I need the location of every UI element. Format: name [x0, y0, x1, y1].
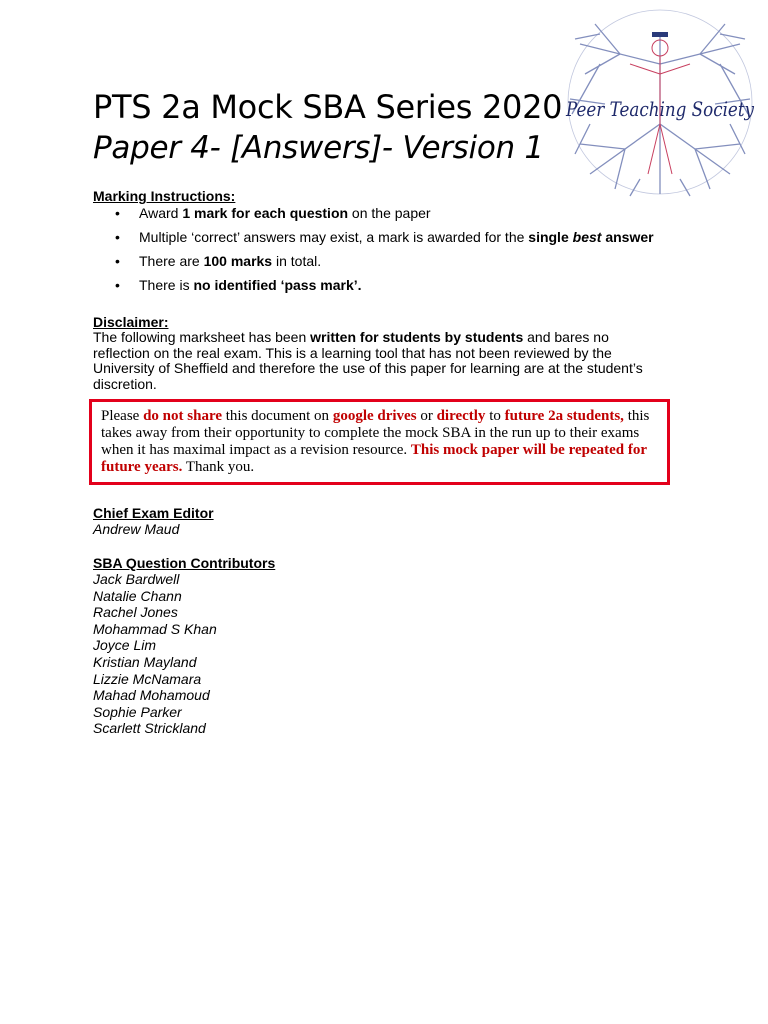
contributors-heading: SBA Question Contributors	[93, 555, 276, 571]
marking-heading: Marking Instructions:	[93, 188, 236, 204]
list-item: Kristian Mayland	[93, 653, 197, 670]
chief-editor-name: Andrew Maud	[93, 521, 180, 537]
list-item: Natalie Chann	[93, 587, 182, 604]
list-item: Rachel Jones	[93, 604, 178, 621]
list-item: • There is no identified ‘pass mark’.	[115, 277, 362, 293]
bullet-icon: •	[115, 229, 120, 245]
list-item: Mohammad S Khan	[93, 620, 217, 637]
list-item: • Award 1 mark for each question on the paper	[115, 205, 431, 221]
list-item: • Multiple ‘correct’ answers may exist, a mark is awarded for the single best answer	[115, 229, 654, 245]
list-item: Mahad Mohamoud	[93, 687, 210, 704]
page-subtitle	[93, 130, 544, 166]
list-item: Joyce Lim	[93, 637, 157, 654]
share-warning-box: Please do not share this document on google drives or directly to future 2a students, this takes away from their opportunity to complete the mock SBA in the run up to their exams when it has maximal impact as a revision resource. This mock paper will be repeated for future years. Thank you.	[89, 399, 670, 485]
list-item: • There are 100 marks in total.	[115, 253, 322, 269]
list-item: Jack Bardwell	[93, 571, 180, 587]
bullet-icon: •	[115, 253, 120, 269]
list-item: Lizzie McNamara	[93, 670, 202, 687]
subtitle-rest: - [Answers]- Version 1	[209, 130, 544, 166]
bullet-icon: •	[115, 277, 120, 293]
marking-list	[93, 205, 693, 301]
page-title: PTS 2a Mock SBA Series 2020	[93, 88, 563, 126]
list-item: Scarlett Strickland	[93, 720, 206, 737]
list-item: Sophie Parker	[93, 703, 182, 720]
paper-label: Paper 4	[93, 130, 210, 166]
vitruvian-tree-logo-icon	[560, 4, 760, 200]
bullet-icon: •	[115, 205, 120, 221]
contributors-list	[93, 571, 217, 737]
logo-text-peer: Peer Teaching Society	[565, 97, 755, 121]
chief-editor-heading: Chief Exam Editor	[93, 505, 214, 521]
disclaimer-text: The following marksheet has been written for students by students and bares no reflection on the real exam. This is a learning tool that has not been reviewed by the University of Sheffield and therefore the use of this paper for learning are at the student’s discretion.	[93, 329, 643, 392]
disclaimer-heading: Disclaimer:	[93, 314, 169, 330]
